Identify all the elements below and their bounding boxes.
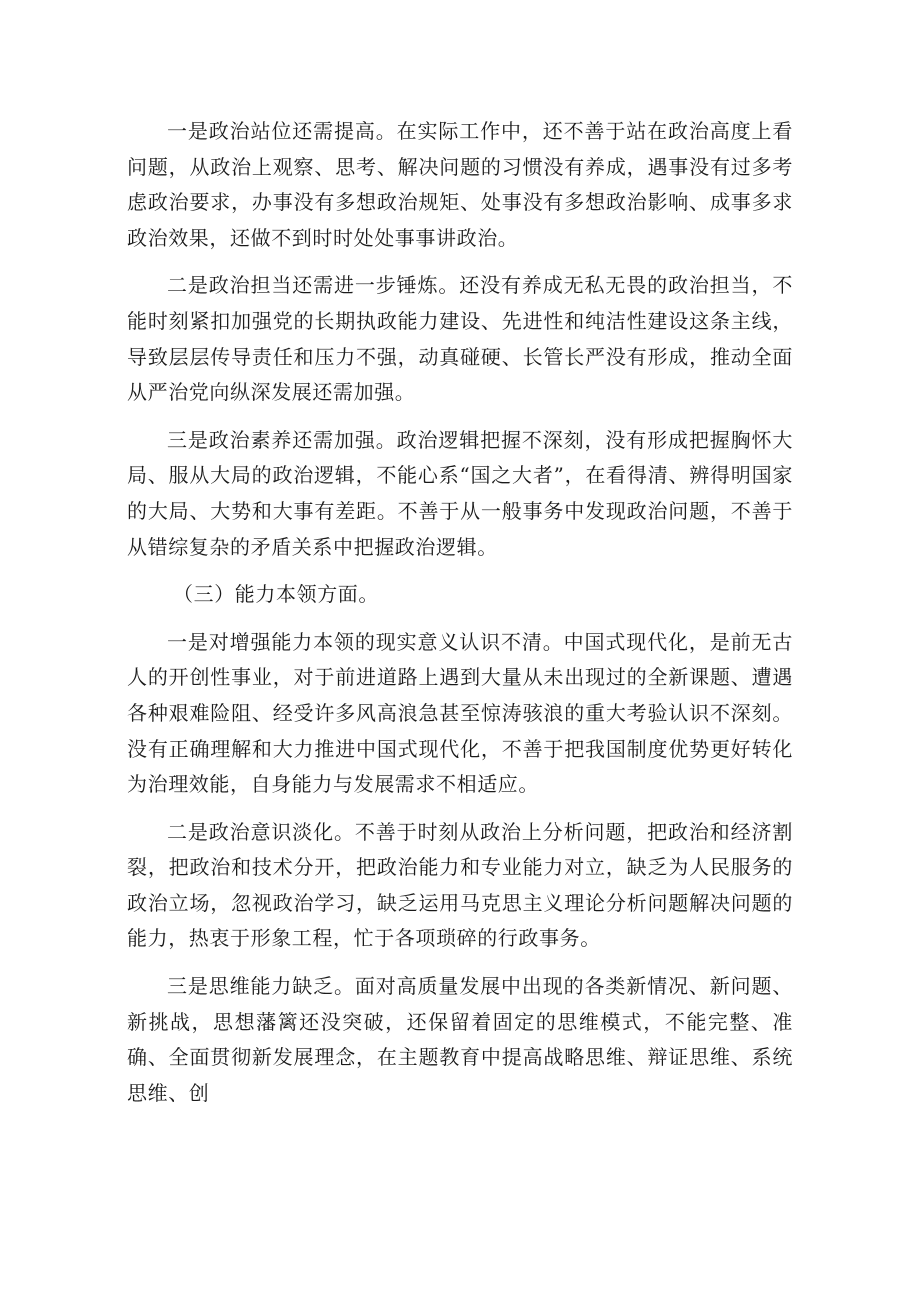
document-body (127, 114, 793, 1123)
paragraph-political-awareness: 二是政治意识淡化。不善于时刻从政治上分析问题，把政治和经济割裂，把政治和技术分开，把政治能力和专业能力对立，缺乏为人民服务的政治立场，忽视政治学习，缺乏运用马克思主义理论分析问题解决问题的能力，热衷于形象工程，忙于各项琐碎的行政事务。 (127, 819, 793, 951)
section-heading-ability: （三）能力本领方面。 (173, 582, 379, 607)
paragraph-political-literacy: 三是政治素养还需加强。政治逻辑把握不深刻，没有形成把握胸怀大局、服从大局的政治逻辑，不能心系“国之大者”，在看得清、辨得明国家的大局、大势和大事有差距。不善于从一般事务中发现政治问题，不善于从错综复杂的矛盾关系中把握政治逻辑。 (127, 427, 793, 559)
paragraph-political-stance: 一是政治站位还需提高。在实际工作中，还不善于站在政治高度上看问题，从政治上观察、思考、解决问题的习惯没有养成，遇事没有过多考虑政治要求，办事没有多想政治规矩、处事没有多想政治影响、成事多求政治效果，还做不到时时处处事事讲政治。 (127, 119, 793, 250)
paragraph-thinking-ability: 三是思维能力缺乏。面对高质量发展中出现的各类新情况、新问题、新挑战，思想藩篱还没突破，还保留着固定的思维模式，不能完整、准确、全面贯彻新发展理念，在主题教育中提高战略思维、辩证思维、系统思维、创 (127, 974, 793, 1105)
paragraph-ability-awareness: 一是对增强能力本领的现实意义认识不清。中国式现代化，是前无古人的开创性事业，对于前进道路上遇到大量从未出现过的全新课题、遭遇各种艰难险阻、经受许多风高浪急甚至惊涛骇浪的重大考验认识不深刻。没有正确理解和大力推进中国式现代化，不善于把我国制度优势更好转化为治理效能，自身能力与发展需求不相适应。 (127, 629, 793, 797)
paragraph-political-responsibility: 二是政治担当还需进一步锤炼。还没有养成无私无畏的政治担当，不能时刻紧扣加强党的长期执政能力建设、先进性和纯洁性建设这条主线，导致层层传导责任和压力不强，动真碰硬、长管长严没有形成，推动全面从严治党向纵深发展还需加强。 (127, 273, 793, 405)
